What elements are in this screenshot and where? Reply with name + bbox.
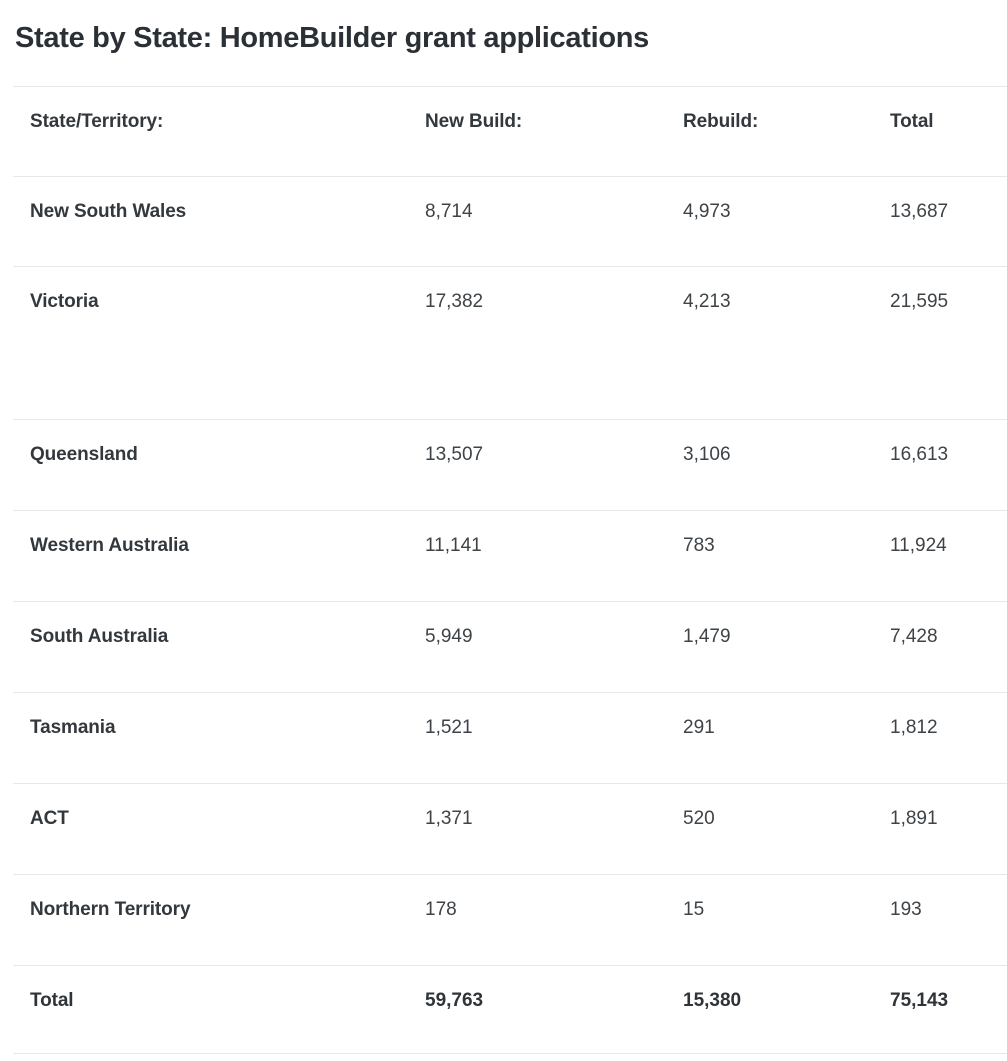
rebuild-value: 783 bbox=[683, 535, 715, 556]
table-row-act bbox=[13, 783, 1007, 874]
total-new-build-value: 59,763 bbox=[425, 990, 484, 1011]
table-header-row bbox=[13, 86, 1007, 176]
page-title: State by State: HomeBuilder grant applications bbox=[15, 22, 649, 54]
rebuild-value: 4,213 bbox=[683, 291, 731, 312]
new-build-value: 1,521 bbox=[425, 717, 473, 738]
new-build-value: 178 bbox=[425, 899, 457, 920]
rebuild-value: 3,106 bbox=[683, 444, 731, 465]
column-header-total: Total bbox=[890, 111, 934, 132]
total-row-label: Total bbox=[30, 990, 74, 1011]
column-header-state: State/Territory: bbox=[30, 111, 164, 132]
table-row-total bbox=[13, 965, 1007, 1054]
table-row-northern-territory bbox=[13, 874, 1007, 965]
state-label: New South Wales bbox=[30, 201, 187, 222]
grant-applications-table bbox=[13, 86, 1007, 1054]
state-label: Western Australia bbox=[30, 535, 189, 556]
new-build-value: 11,141 bbox=[425, 535, 482, 556]
new-build-value: 17,382 bbox=[425, 291, 484, 312]
table-row-western-australia bbox=[13, 510, 1007, 601]
state-label: ACT bbox=[30, 808, 69, 829]
total-value: 193 bbox=[890, 899, 922, 920]
total-value: 21,595 bbox=[890, 291, 949, 312]
rebuild-value: 520 bbox=[683, 808, 715, 829]
rebuild-value: 1,479 bbox=[683, 626, 731, 647]
column-header-new-build: New Build: bbox=[425, 111, 523, 132]
state-label: Victoria bbox=[30, 291, 99, 312]
total-value: 16,613 bbox=[890, 444, 949, 465]
total-value: 7,428 bbox=[890, 626, 938, 647]
table-row-new-south-wales bbox=[13, 176, 1007, 266]
table-row-victoria bbox=[13, 266, 1007, 419]
table-row-queensland bbox=[13, 419, 1007, 510]
total-value: 1,812 bbox=[890, 717, 938, 738]
column-header-rebuild: Rebuild: bbox=[683, 111, 759, 132]
rebuild-value: 4,973 bbox=[683, 201, 731, 222]
rebuild-value: 15 bbox=[683, 899, 705, 920]
new-build-value: 1,371 bbox=[425, 808, 473, 829]
total-value: 1,891 bbox=[890, 808, 938, 829]
state-label: South Australia bbox=[30, 626, 169, 647]
table-row-south-australia bbox=[13, 601, 1007, 692]
new-build-value: 5,949 bbox=[425, 626, 473, 647]
state-label: Tasmania bbox=[30, 717, 116, 738]
state-label: Northern Territory bbox=[30, 899, 191, 920]
total-rebuild-value: 15,380 bbox=[683, 990, 742, 1011]
rebuild-value: 291 bbox=[683, 717, 715, 738]
total-value: 11,924 bbox=[890, 535, 947, 556]
total-total-value: 75,143 bbox=[890, 990, 949, 1011]
total-value: 13,687 bbox=[890, 201, 949, 222]
new-build-value: 13,507 bbox=[425, 444, 484, 465]
state-label: Queensland bbox=[30, 444, 138, 465]
table-row-tasmania bbox=[13, 692, 1007, 783]
new-build-value: 8,714 bbox=[425, 201, 473, 222]
